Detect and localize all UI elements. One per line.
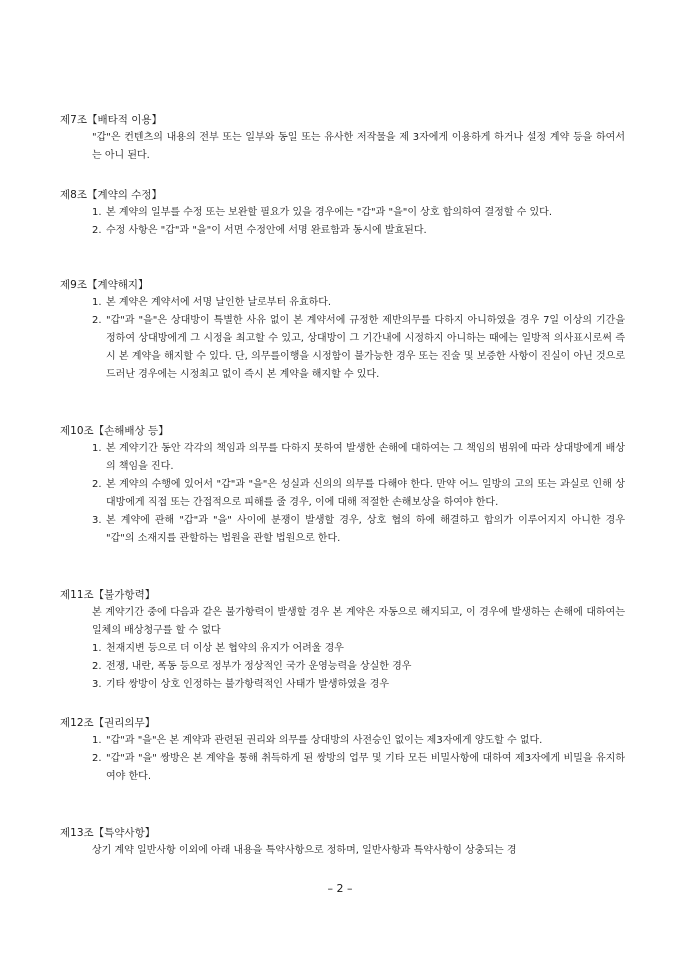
article-paragraph: 본 계약기간 중에 다음과 같은 불가항력이 발생할 경우 본 계약은 자동으로 해지되고, 이 경우에 발생하는 손해에 대하여는 일체의 배상청구를 할 수 없다 bbox=[92, 607, 625, 636]
list-item bbox=[60, 750, 625, 786]
item-number: 1. bbox=[92, 643, 102, 654]
article-heading: 제9조【계약해지】 bbox=[60, 279, 149, 291]
item-text: 본 계약기간 동안 각각의 책임과 의무를 다하지 못하여 발생한 손해에 대하여는 그 책임의 범위에 따라 상대방에게 배상의 책임을 진다. bbox=[106, 443, 625, 472]
list-item bbox=[60, 294, 625, 312]
list-item bbox=[60, 640, 625, 658]
item-text: 수정 사항은 "갑"과 "을"이 서면 수정안에 서명 완료함과 동시에 발효된다. bbox=[106, 225, 427, 236]
item-number: 1. bbox=[92, 735, 102, 746]
article-13 bbox=[60, 824, 625, 860]
article-10 bbox=[60, 422, 625, 548]
list-item bbox=[60, 512, 625, 548]
list-item bbox=[60, 312, 625, 384]
item-number: 2. bbox=[92, 753, 102, 764]
item-text: 기타 쌍방이 상호 인정하는 불가항력적인 사태가 발생하였을 경우 bbox=[106, 679, 390, 690]
article-heading: 제12조【권리의무】 bbox=[60, 717, 156, 729]
article-heading: 제10조【손해배상 등】 bbox=[60, 425, 169, 437]
item-text: 천재지변 등으로 더 이상 본 협약의 유지가 어려울 경우 bbox=[106, 643, 344, 654]
article-heading: 제7조【배타적 이용】 bbox=[60, 114, 163, 126]
article-7 bbox=[60, 111, 625, 165]
article-11 bbox=[60, 586, 625, 694]
item-number: 1. bbox=[92, 443, 102, 454]
list-item bbox=[60, 658, 625, 676]
item-number: 2. bbox=[92, 479, 102, 490]
article-paragraph: 상기 계약 일반사항 이외에 아래 내용을 특약사항으로 정하며, 일반사항과 특약사항이 상충되는 경 bbox=[92, 845, 517, 856]
item-text: 본 계약은 계약서에 서명 날인한 날로부터 유효하다. bbox=[106, 297, 332, 308]
article-heading: 제13조【특약사항】 bbox=[60, 827, 156, 839]
list-item bbox=[60, 476, 625, 512]
item-number: 2. bbox=[92, 225, 102, 236]
list-item bbox=[60, 204, 625, 222]
article-heading: 제8조【계약의 수정】 bbox=[60, 189, 163, 201]
list-item bbox=[60, 222, 625, 240]
item-text: "갑"과 "을"은 본 계약과 관련된 권리와 의무를 상대방의 사전승인 없이는 제3자에게 양도할 수 없다. bbox=[106, 735, 543, 746]
item-number: 2. bbox=[92, 315, 102, 326]
article-heading: 제11조【불가항력】 bbox=[60, 589, 156, 601]
item-number: 1. bbox=[92, 297, 102, 308]
item-text: 본 계약에 관해 "갑"과 "을" 사이에 분쟁이 발생할 경우, 상호 협의 하에 해결하고 합의가 이루어지지 아니한 경우 "갑"의 소재지를 관할하는 법원을 관할 법원으로 한다. bbox=[106, 515, 625, 544]
item-text: "갑"과 "을" 쌍방은 본 계약을 통해 취득하게 된 쌍방의 업무 및 기타 모든 비밀사항에 대하여 제3자에게 비밀을 유지하여야 한다. bbox=[106, 753, 625, 782]
article-8 bbox=[60, 186, 625, 240]
article-12 bbox=[60, 714, 625, 786]
item-text: "갑"과 "을"은 상대방이 특별한 사유 없이 본 계약서에 규정한 제반의무를 다하지 아니하였을 경우 7일 이상의 기간을 정하여 상대방에게 그 시정을 최고할 수 있고, 상대방이 그 기간내에 시정하지 아니하는 때에는 일방적 의사표시로써 즉시 본 계약을 해지할 수 있다. 단, 의무를이행을 시정함이 불가능한 경우 또는 진술 및 보증한 사항이 진실이 아닌 것으로 드러난 경우에는 시정최고 없이 즉시 본 계약을 해지할 수 있다. bbox=[106, 315, 625, 380]
article-9 bbox=[60, 276, 625, 384]
page-number: – 2 – bbox=[327, 882, 353, 895]
item-text: 본 계약의 수행에 있어서 "갑"과 "을"은 성실과 신의의 의무를 다해야 한다. 만약 어느 일방의 고의 또는 과실로 인해 상대방에게 직접 또는 간접적으로 피해를 줄 경우, 이에 대해 적절한 손해보상을 하여야 한다. bbox=[106, 479, 625, 508]
list-item bbox=[60, 732, 625, 750]
item-number: 2. bbox=[92, 661, 102, 672]
article-paragraph: "갑"은 컨텐츠의 내용의 전부 또는 일부와 동일 또는 유사한 저작물을 제 3자에게 이용하게 하거나 설정 계약 등을 하여서는 아니 된다. bbox=[92, 132, 625, 161]
list-item bbox=[60, 440, 625, 476]
item-number: 3. bbox=[92, 515, 102, 526]
item-number: 3. bbox=[92, 679, 102, 690]
item-number: 1. bbox=[92, 207, 102, 218]
item-text: 전쟁, 내란, 폭동 등으로 정부가 정상적인 국가 운영능력을 상실한 경우 bbox=[106, 661, 412, 672]
item-text: 본 계약의 일부를 수정 또는 보완할 필요가 있을 경우에는 "갑"과 "을"이 상호 합의하여 결정할 수 있다. bbox=[106, 207, 552, 218]
list-item bbox=[60, 676, 625, 694]
